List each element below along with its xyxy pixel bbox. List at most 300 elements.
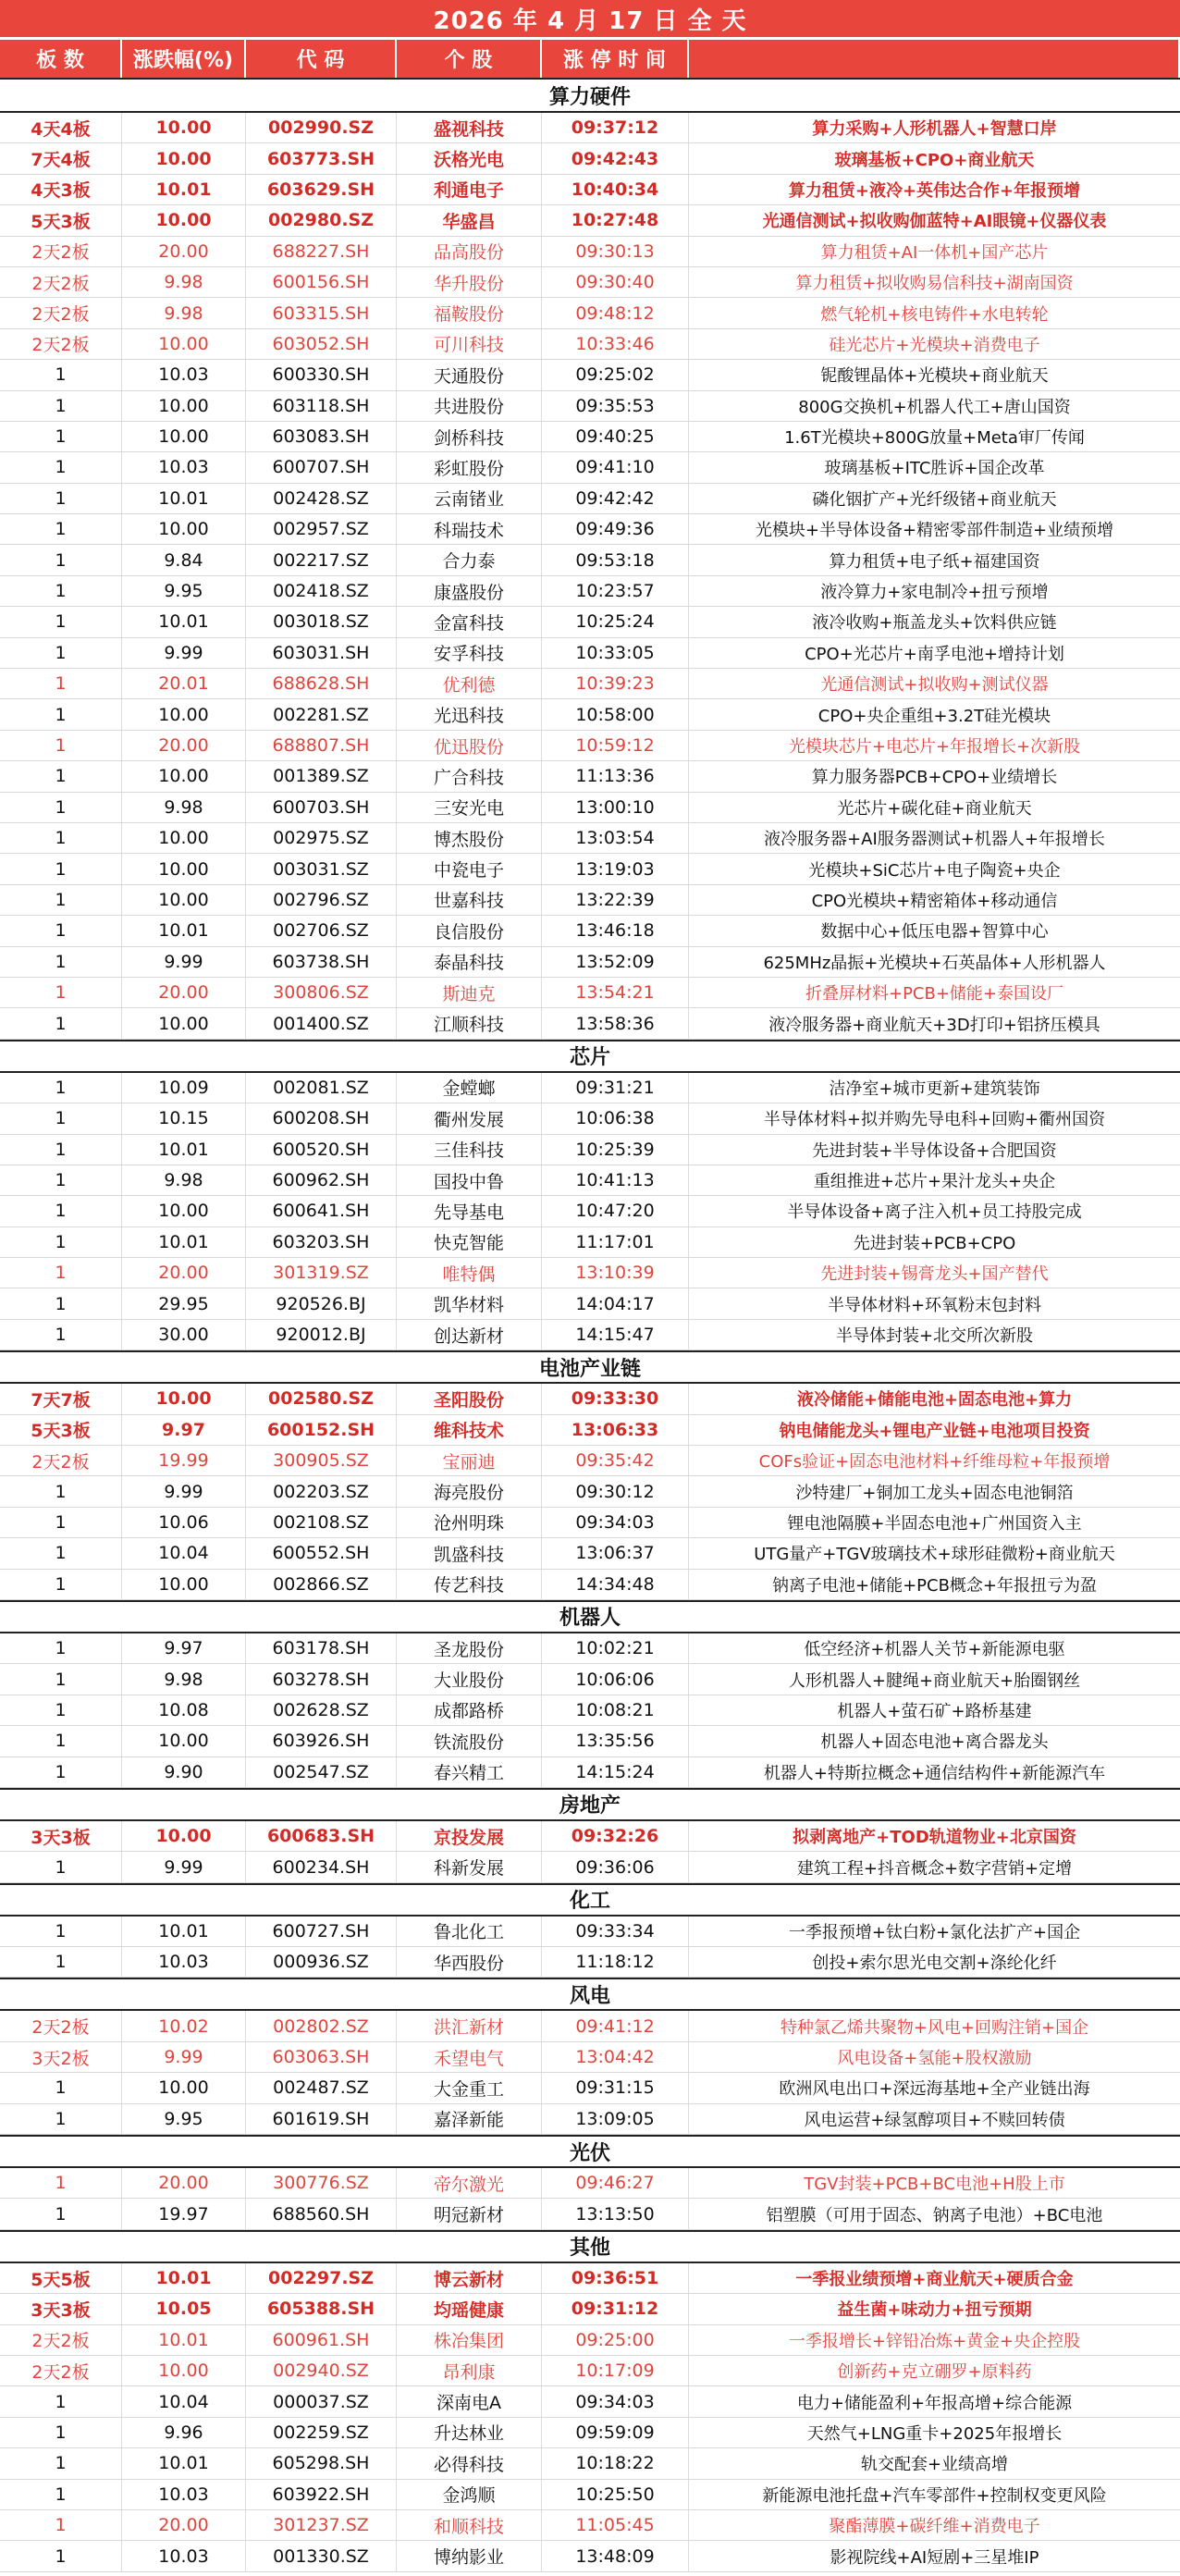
table-body — [0, 80, 1180, 2572]
table-row[interactable] — [0, 854, 1180, 884]
reason: CPO光模块+精密箱体+移动通信 — [811, 891, 1058, 911]
table-row[interactable] — [0, 2073, 1180, 2103]
reason: 燃气轮机+核电铸件+水电转轮 — [820, 304, 1049, 325]
stock-code: 600683.SH — [246, 1821, 397, 1851]
change-pct: 9.99 — [122, 947, 246, 977]
stock-name: 福鞍股份 — [397, 298, 542, 327]
stock-code: 600727.SH — [246, 1917, 397, 1946]
reason: 液冷储能+储能电池+固态电池+算力 — [796, 1390, 1073, 1411]
reason: 机器人+萤石矿+路桥基建 — [837, 1701, 1032, 1721]
board-count: 1 — [0, 1008, 122, 1038]
stock-name: 金螳螂 — [397, 1073, 542, 1103]
limit-time: 13:10:39 — [542, 1258, 689, 1288]
reason: 800G交换机+机器人代工+唐山国资 — [798, 397, 1071, 417]
limit-time: 09:53:18 — [542, 545, 689, 574]
limit-time: 09:46:27 — [542, 2168, 689, 2198]
board-count: 2天2板 — [0, 1446, 122, 1475]
change-pct: 10.01 — [122, 2263, 246, 2293]
table-row[interactable] — [0, 113, 1180, 143]
board-count: 1 — [0, 885, 122, 915]
stock-code: 002706.SZ — [246, 916, 397, 945]
limit-time: 10:06:06 — [542, 1664, 689, 1694]
table-row[interactable] — [0, 699, 1180, 730]
limit-time: 09:32:26 — [542, 1821, 689, 1851]
stock-code: 002796.SZ — [246, 885, 397, 915]
table-row[interactable] — [0, 978, 1180, 1008]
reason: 创投+索尔思光电交割+涤纶化纤 — [812, 1954, 1057, 1974]
limit-time: 13:04:42 — [542, 2042, 689, 2072]
reason: 折叠屏材料+PCB+储能+泰国设厂 — [805, 984, 1064, 1005]
table-row[interactable] — [0, 2042, 1180, 2073]
stock-name: 维科技术 — [397, 1415, 542, 1445]
stock-name: 帝尔激光 — [397, 2168, 542, 2198]
stock-code: 301237.SZ — [246, 2510, 397, 2540]
limit-time: 09:42:42 — [542, 484, 689, 513]
board-count: 1 — [0, 2199, 122, 2228]
change-pct: 10.00 — [122, 1008, 246, 1038]
header-reason — [689, 40, 1180, 78]
change-pct: 10.01 — [122, 1917, 246, 1946]
table-row[interactable] — [0, 1165, 1180, 1196]
change-pct: 9.95 — [122, 2104, 246, 2134]
section-title: 芯片 — [0, 1040, 1180, 1073]
table-row[interactable] — [0, 237, 1180, 267]
board-count: 4天3板 — [0, 175, 122, 204]
stock-code: 002975.SZ — [246, 823, 397, 853]
board-count: 2天2板 — [0, 267, 122, 297]
board-count: 1 — [0, 2448, 122, 2478]
stock-name: 云南锗业 — [397, 484, 542, 513]
table-row[interactable] — [0, 2510, 1180, 2541]
board-count: 1 — [0, 2510, 122, 2540]
table-row[interactable] — [0, 391, 1180, 422]
reason: 液冷算力+家电制冷+扭亏预增 — [820, 583, 1049, 603]
limit-time: 14:15:47 — [542, 1320, 689, 1350]
stock-name: 和顺科技 — [397, 2510, 542, 2540]
table-row[interactable] — [0, 1258, 1180, 1288]
table-row[interactable] — [0, 1821, 1180, 1852]
board-count: 2天2板 — [0, 2011, 122, 2040]
reason: 算力采购+人形机器人+智慧口岸 — [812, 119, 1057, 140]
table-row[interactable] — [0, 2325, 1180, 2356]
board-count: 1 — [0, 1633, 122, 1663]
table-row[interactable] — [0, 2011, 1180, 2041]
limit-time: 09:30:13 — [542, 237, 689, 266]
change-pct: 9.90 — [122, 1757, 246, 1787]
table-row[interactable] — [0, 545, 1180, 575]
stock-name: 深南电A — [397, 2386, 542, 2416]
table-row[interactable] — [0, 2294, 1180, 2324]
board-count: 4天4板 — [0, 113, 122, 142]
header-code: 代 码 — [246, 40, 397, 78]
limit-time: 09:41:12 — [542, 2011, 689, 2040]
table-row[interactable] — [0, 793, 1180, 823]
limit-time: 09:31:15 — [542, 2073, 689, 2102]
change-pct: 10.00 — [122, 699, 246, 729]
reason: 先进封装+PCB+CPO — [853, 1233, 1016, 1253]
stock-name: 中瓷电子 — [397, 854, 542, 883]
reason: 算力租赁+AI一体机+国产芯片 — [820, 242, 1049, 263]
board-count: 7天4板 — [0, 143, 122, 173]
reason: 钠离子电池+储能+PCB概念+年报扭亏为盈 — [771, 1575, 1098, 1596]
table-row[interactable] — [0, 1476, 1180, 1507]
limit-time: 14:04:17 — [542, 1288, 689, 1318]
table-row[interactable] — [0, 2199, 1180, 2229]
table-row[interactable] — [0, 360, 1180, 390]
reason: 玻璃基板+ITC胜诉+国企改革 — [824, 459, 1045, 479]
table-row[interactable] — [0, 1135, 1180, 1165]
table-row[interactable] — [0, 422, 1180, 452]
stock-code: 002297.SZ — [246, 2263, 397, 2293]
page-title: 2026 年 4 月 17 日 全 天 — [0, 0, 1180, 40]
board-count: 1 — [0, 1947, 122, 1977]
section-title: 化工 — [0, 1883, 1180, 1917]
table-row[interactable] — [0, 205, 1180, 236]
board-count: 1 — [0, 1757, 122, 1787]
table-row[interactable] — [0, 576, 1180, 607]
table-row[interactable] — [0, 1008, 1180, 1039]
limit-time: 13:06:33 — [542, 1415, 689, 1445]
reason: 铝塑膜（可用于固态、钠离子电池）+BC电池 — [766, 2205, 1103, 2225]
table-row[interactable] — [0, 607, 1180, 637]
limit-time: 13:13:50 — [542, 2199, 689, 2228]
table-row[interactable] — [0, 2168, 1180, 2199]
reason: 建筑工程+抖音概念+数字营销+定增 — [796, 1858, 1073, 1879]
table-row[interactable] — [0, 947, 1180, 978]
board-count: 1 — [0, 607, 122, 636]
limit-time: 10:58:00 — [542, 699, 689, 729]
reason: 光模块+半导体设备+精密零部件制造+业绩预增 — [755, 521, 1114, 541]
table-row[interactable] — [0, 1947, 1180, 1978]
stock-code: 605298.SH — [246, 2448, 397, 2478]
limit-time: 09:33:34 — [542, 1917, 689, 1946]
table-row[interactable] — [0, 1196, 1180, 1226]
reason: 液冷服务器+AI服务器测试+机器人+年报增长 — [764, 830, 1105, 850]
change-pct: 20.00 — [122, 731, 246, 760]
change-pct: 9.99 — [122, 1852, 246, 1881]
table-row[interactable] — [0, 1917, 1180, 1947]
limit-time: 09:35:42 — [542, 1446, 689, 1475]
change-pct: 30.00 — [122, 1320, 246, 1350]
change-pct: 9.97 — [122, 1415, 246, 1445]
change-pct: 10.01 — [122, 607, 246, 636]
header-change: 涨跌幅(%) — [122, 40, 246, 78]
limit-time: 10:23:57 — [542, 576, 689, 606]
stock-name: 金富科技 — [397, 607, 542, 636]
board-count: 3天3板 — [0, 2294, 122, 2323]
limit-time: 09:37:12 — [542, 113, 689, 142]
limit-time: 09:41:10 — [542, 452, 689, 482]
table-row[interactable] — [0, 267, 1180, 298]
change-pct: 9.99 — [122, 1476, 246, 1506]
table-row[interactable] — [0, 2448, 1180, 2479]
stock-code: 002418.SZ — [246, 576, 397, 606]
change-pct: 9.99 — [122, 638, 246, 668]
reason: 机器人+特斯拉概念+通信结构件+新能源汽车 — [763, 1763, 1106, 1783]
table-row[interactable] — [0, 638, 1180, 669]
stock-name: 三佳科技 — [397, 1135, 542, 1165]
reason: 一季报增长+锌铅冶炼+黄金+央企控股 — [788, 2331, 1081, 2351]
board-count: 1 — [0, 1196, 122, 1226]
board-count: 1 — [0, 2541, 122, 2570]
board-count: 1 — [0, 1320, 122, 1350]
change-pct: 10.06 — [122, 1508, 246, 1537]
change-pct: 9.97 — [122, 1633, 246, 1663]
limit-time: 09:34:03 — [542, 1508, 689, 1537]
table-row[interactable] — [0, 2104, 1180, 2135]
table-row[interactable] — [0, 916, 1180, 946]
reason: 轨交配套+业绩高增 — [860, 2455, 1009, 2475]
limit-time: 13:52:09 — [542, 947, 689, 977]
stock-code: 002547.SZ — [246, 1757, 397, 1787]
table-row[interactable] — [0, 823, 1180, 854]
board-count: 1 — [0, 1288, 122, 1318]
table-row[interactable] — [0, 761, 1180, 792]
stock-code: 002428.SZ — [246, 484, 397, 513]
board-count: 1 — [0, 1664, 122, 1694]
table-row[interactable] — [0, 298, 1180, 328]
stock-name: 华升股份 — [397, 267, 542, 297]
board-count: 7天7板 — [0, 1384, 122, 1413]
board-count: 1 — [0, 2073, 122, 2102]
board-count: 1 — [0, 638, 122, 668]
limit-time: 09:48:12 — [542, 298, 689, 327]
table-row[interactable] — [0, 1288, 1180, 1319]
reason: 创新药+克立硼罗+原料药 — [837, 2362, 1032, 2383]
stock-name: 鲁北化工 — [397, 1917, 542, 1946]
table-row[interactable] — [0, 1103, 1180, 1134]
table-row[interactable] — [0, 1073, 1180, 1103]
stock-name: 科瑞技术 — [397, 514, 542, 544]
stock-name: 快克智能 — [397, 1227, 542, 1257]
reason: 一季报预增+钛白粉+氯化法扩产+国企 — [788, 1922, 1081, 1942]
table-row[interactable] — [0, 1695, 1180, 1726]
stock-code: 002081.SZ — [246, 1073, 397, 1103]
change-pct: 10.09 — [122, 1073, 246, 1103]
change-pct: 10.01 — [122, 484, 246, 513]
stock-code: 600641.SH — [246, 1196, 397, 1226]
table-row[interactable] — [0, 175, 1180, 205]
reason: 低空经济+机器人关节+新能源电驱 — [804, 1640, 1065, 1660]
change-pct: 9.99 — [122, 2042, 246, 2072]
table-row[interactable] — [0, 1446, 1180, 1476]
stock-code: 688628.SH — [246, 669, 397, 698]
limit-time: 09:33:30 — [542, 1384, 689, 1413]
stock-name: 沃格光电 — [397, 143, 542, 173]
table-row[interactable] — [0, 669, 1180, 699]
table-row[interactable] — [0, 143, 1180, 174]
board-count: 1 — [0, 854, 122, 883]
reason: 液冷收购+瓶盖龙头+饮料供应链 — [812, 613, 1057, 634]
reason: 算力服务器PCB+CPO+业绩增长 — [811, 768, 1058, 788]
stock-name: 利通电子 — [397, 175, 542, 204]
limit-time: 09:31:12 — [542, 2294, 689, 2323]
stock-code: 600520.SH — [246, 1135, 397, 1165]
change-pct: 10.01 — [122, 2325, 246, 2355]
change-pct: 10.04 — [122, 1538, 246, 1568]
limit-time: 09:59:09 — [542, 2418, 689, 2447]
table-row[interactable] — [0, 1384, 1180, 1414]
table-row[interactable] — [0, 1508, 1180, 1538]
stock-code: 003031.SZ — [246, 854, 397, 883]
board-count: 1 — [0, 1917, 122, 1946]
table-row[interactable] — [0, 1664, 1180, 1695]
stock-code: 301319.SZ — [246, 1258, 397, 1288]
stock-code: 002203.SZ — [246, 1476, 397, 1506]
change-pct: 10.00 — [122, 2073, 246, 2102]
board-count: 1 — [0, 2386, 122, 2416]
stock-name: 优迅股份 — [397, 731, 542, 760]
stock-name: 泰晶科技 — [397, 947, 542, 977]
stock-code: 002580.SZ — [246, 1384, 397, 1413]
stock-code: 920526.BJ — [246, 1288, 397, 1318]
board-count: 1 — [0, 391, 122, 421]
table-row[interactable] — [0, 1538, 1180, 1569]
table-row[interactable] — [0, 1320, 1180, 1350]
change-pct: 10.03 — [122, 2541, 246, 2570]
table-row[interactable] — [0, 1852, 1180, 1882]
stock-code: 600961.SH — [246, 2325, 397, 2355]
reason: 人形机器人+腱绳+商业航天+胎圈钢丝 — [788, 1670, 1081, 1691]
stock-code: 600330.SH — [246, 360, 397, 389]
limit-time: 10:40:34 — [542, 175, 689, 204]
stock-name: 沧州明珠 — [397, 1508, 542, 1537]
table-row[interactable] — [0, 885, 1180, 916]
limit-time: 09:31:21 — [542, 1073, 689, 1103]
stock-name: 华盛昌 — [397, 205, 542, 235]
stock-name: 共进股份 — [397, 391, 542, 421]
reason: 风电运营+绿氢醇项目+不赎回转债 — [804, 2110, 1065, 2130]
change-pct: 10.00 — [122, 1570, 246, 1599]
table-row[interactable] — [0, 1757, 1180, 1788]
change-pct: 10.01 — [122, 1135, 246, 1165]
table-row[interactable] — [0, 1633, 1180, 1664]
stock-name: 安孚科技 — [397, 638, 542, 668]
reason: 天然气+LNG重卡+2025年报增长 — [806, 2423, 1063, 2444]
limit-time: 09:25:02 — [542, 360, 689, 389]
board-count: 1 — [0, 669, 122, 698]
reason: 先进封装+锡膏龙头+国产替代 — [820, 1264, 1049, 1285]
limit-time: 10:47:20 — [542, 1196, 689, 1226]
stock-name: 创达新材 — [397, 1320, 542, 1350]
board-count: 1 — [0, 1227, 122, 1257]
stock-name: 斯迪克 — [397, 978, 542, 1007]
reason: 液冷服务器+商业航天+3D打印+铝挤压模具 — [768, 1015, 1100, 1035]
stock-code: 603031.SH — [246, 638, 397, 668]
stock-code: 002957.SZ — [246, 514, 397, 544]
stock-code: 603083.SH — [246, 422, 397, 451]
stock-name: 京投发展 — [397, 1821, 542, 1851]
table-row[interactable] — [0, 2386, 1180, 2417]
stock-code: 603278.SH — [246, 1664, 397, 1694]
stock-code: 600707.SH — [246, 452, 397, 482]
limit-time: 10:08:21 — [542, 1695, 689, 1725]
stock-code: 002628.SZ — [246, 1695, 397, 1725]
limit-time: 10:59:12 — [542, 731, 689, 760]
limit-time: 10:33:46 — [542, 329, 689, 359]
table-row[interactable] — [0, 1570, 1180, 1600]
board-count: 5天3板 — [0, 1415, 122, 1445]
stock-name: 博杰股份 — [397, 823, 542, 853]
table-row[interactable] — [0, 2356, 1180, 2386]
reason: 磷化铟扩产+光纤级锗+商业航天 — [812, 489, 1057, 510]
limit-time: 09:49:36 — [542, 514, 689, 544]
reason: 洁净室+城市更新+建筑装饰 — [829, 1078, 1040, 1099]
stock-name: 大业股份 — [397, 1664, 542, 1694]
table-row[interactable] — [0, 2541, 1180, 2571]
change-pct: 10.00 — [122, 1196, 246, 1226]
stock-name: 升达林业 — [397, 2418, 542, 2447]
table-row[interactable] — [0, 2418, 1180, 2448]
table-row[interactable] — [0, 484, 1180, 514]
reason: 重组推进+芯片+果汁龙头+央企 — [813, 1172, 1056, 1192]
table-row[interactable] — [0, 731, 1180, 761]
header-boards: 板 数 — [0, 40, 122, 78]
reason: 光模块芯片+电芯片+年报增长+次新股 — [788, 737, 1081, 757]
table-row[interactable] — [0, 2263, 1180, 2294]
reason: 铌酸锂晶体+光模块+商业航天 — [820, 366, 1049, 387]
change-pct: 10.03 — [122, 2480, 246, 2509]
change-pct: 9.98 — [122, 267, 246, 297]
board-count: 1 — [0, 793, 122, 822]
change-pct: 19.99 — [122, 1446, 246, 1475]
table-row[interactable] — [0, 2480, 1180, 2510]
limit-time: 13:46:18 — [542, 916, 689, 945]
board-count: 1 — [0, 452, 122, 482]
stock-code: 002802.SZ — [246, 2011, 397, 2040]
change-pct: 20.01 — [122, 669, 246, 698]
table-row[interactable] — [0, 452, 1180, 483]
stock-name: 凯盛科技 — [397, 1538, 542, 1568]
reason: 光模块+SiC芯片+电子陶瓷+央企 — [808, 860, 1061, 881]
table-row[interactable] — [0, 1726, 1180, 1756]
stock-code: 603315.SH — [246, 298, 397, 327]
reason: 玻璃基板+CPO+商业航天 — [834, 150, 1035, 170]
stock-code: 605388.SH — [246, 2294, 397, 2323]
change-pct: 10.05 — [122, 2294, 246, 2323]
stock-name: 可川科技 — [397, 329, 542, 359]
table-row[interactable] — [0, 514, 1180, 545]
change-pct: 9.98 — [122, 1165, 246, 1195]
limit-time: 10:33:05 — [542, 638, 689, 668]
limit-time: 10:27:48 — [542, 205, 689, 235]
stock-code: 920012.BJ — [246, 1320, 397, 1350]
limit-time: 09:36:06 — [542, 1852, 689, 1881]
limit-time: 11:18:12 — [542, 1947, 689, 1977]
reason: 光通信测试+拟收购伽蓝特+AI眼镜+仪器仪表 — [762, 212, 1107, 232]
stock-code: 002980.SZ — [246, 205, 397, 235]
reason: 欧洲风电出口+深远海基地+全产业链出海 — [779, 2079, 1090, 2100]
limit-time: 10:17:09 — [542, 2356, 689, 2385]
change-pct: 9.98 — [122, 298, 246, 327]
change-pct: 10.01 — [122, 175, 246, 204]
table-row[interactable] — [0, 329, 1180, 360]
limit-time: 10:25:24 — [542, 607, 689, 636]
limit-time: 09:42:43 — [542, 143, 689, 173]
reason: 光通信测试+拟收购+测试仪器 — [820, 675, 1049, 696]
table-row[interactable] — [0, 1227, 1180, 1258]
limit-time: 10:25:39 — [542, 1135, 689, 1165]
change-pct: 10.00 — [122, 1821, 246, 1851]
reason: 先进封装+半导体设备+合肥国资 — [812, 1140, 1057, 1161]
table-row[interactable] — [0, 1415, 1180, 1446]
change-pct: 9.98 — [122, 793, 246, 822]
limit-time: 13:00:10 — [542, 793, 689, 822]
change-pct: 10.01 — [122, 916, 246, 945]
stock-name: 江顺科技 — [397, 1008, 542, 1038]
board-count: 1 — [0, 1258, 122, 1288]
stock-name: 衢州发展 — [397, 1103, 542, 1133]
